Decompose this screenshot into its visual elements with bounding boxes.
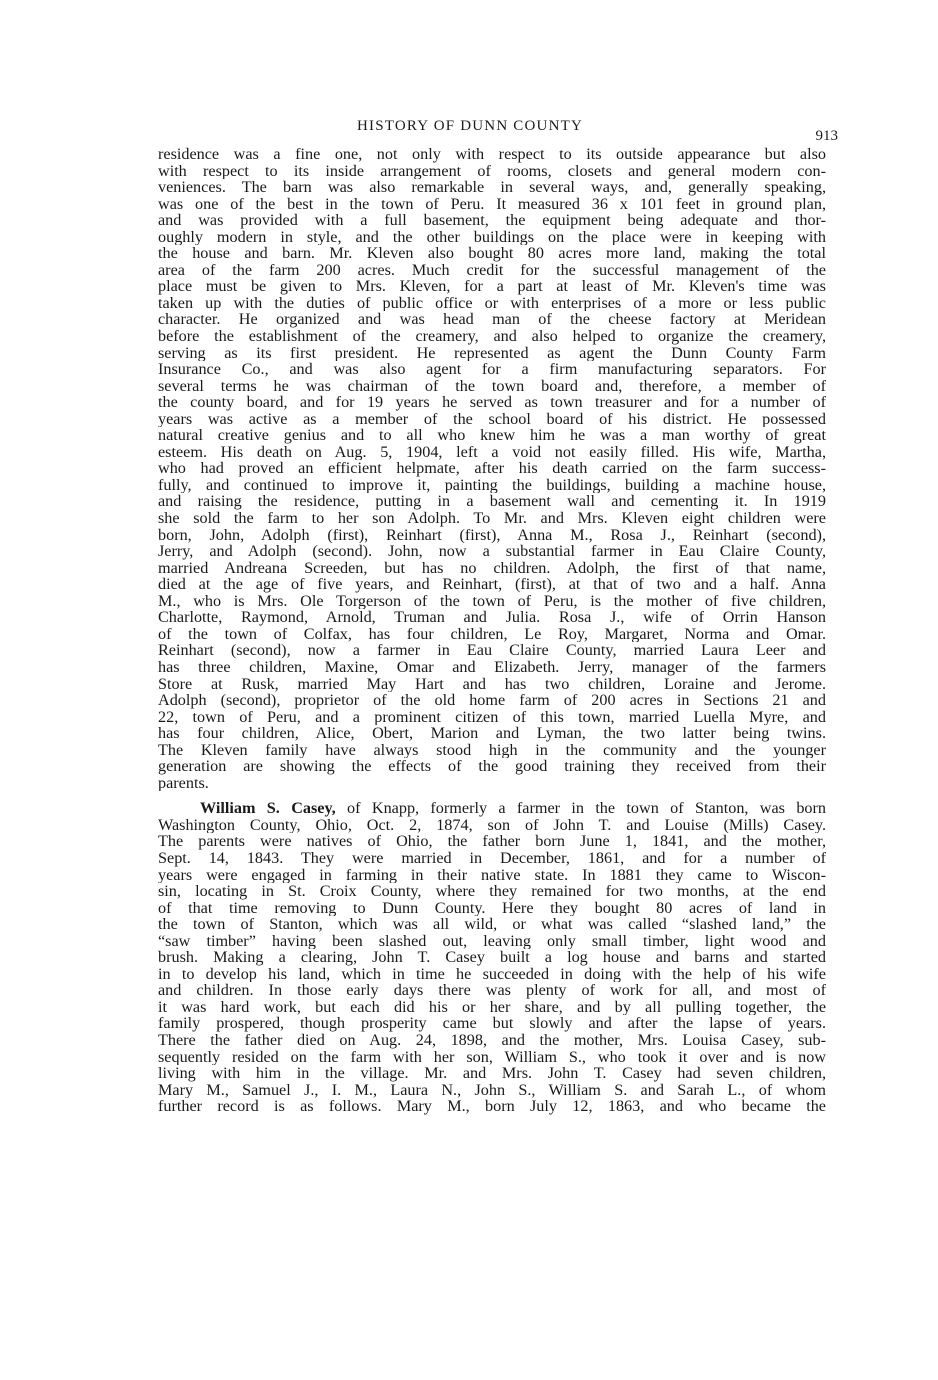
text-line: area of the farm 200 acres. Much credit for the successful management of the bbox=[158, 261, 826, 279]
text-line: Store at Rusk, married May Hart and has two children, Loraine and Jerome. bbox=[158, 675, 826, 693]
text-line: further record is as follows. Mary M., born July 12, 1863, and who became the bbox=[158, 1098, 826, 1115]
text-line: and children. In those early days there was plenty of work for all, and most of bbox=[158, 982, 826, 999]
paragraph-casey bbox=[158, 800, 826, 1114]
text-line: esteem. His death on Aug. 5, 1904, left a void not easily filled. His wife, Martha, bbox=[158, 443, 826, 461]
text-line: was one of the best in the town of Peru. It measured 36 x 101 feet in ground plan, bbox=[158, 195, 826, 213]
text-line: the county board, and for 19 years he served as town treasurer and for a number of bbox=[158, 394, 826, 411]
text-line: who had proved an efficient helpmate, after his death carried on the farm success- bbox=[158, 460, 826, 477]
text-line: natural creative genius and to all who knew him he was a man worthy of great bbox=[158, 427, 826, 444]
text-line: family prospered, though prosperity came but slowly and after the lapse of years. bbox=[158, 1015, 826, 1032]
text-line: generation are showing the effects of the good training they received from their bbox=[158, 758, 826, 775]
text-line: has three children, Maxine, Omar and Elizabeth. Jerry, manager of the farmers bbox=[158, 658, 826, 676]
text-line: Insurance Co., and was also agent for a firm manufacturing separators. For bbox=[158, 361, 826, 378]
text-line: place must be given to Mrs. Kleven, for a part at least of Mr. Kleven's time was bbox=[158, 278, 826, 295]
text-line: Reinhart (second), now a farmer in Eau Claire County, married Laura Leer and bbox=[158, 642, 826, 659]
text-line: years were engaged in farming in their native state. In 1881 they came to Wiscon- bbox=[158, 866, 826, 884]
text-line: married Andreana Screeden, but has no children. Adolph, the first of that name, bbox=[158, 559, 826, 577]
text-line: Mary M., Samuel J., I. M., Laura N., John S., William S. and Sarah L., of whom bbox=[158, 1081, 826, 1099]
text-line: born, John, Adolph (first), Reinhart (first), Anna M., Rosa J., Reinhart (second), bbox=[158, 526, 826, 544]
paragraph-gap bbox=[158, 791, 826, 800]
text-line: serving as its first president. He represented as agent the Dunn County Farm bbox=[158, 344, 826, 362]
text-line: “saw timber” having been slashed out, leaving only small timber, light wood and bbox=[158, 932, 826, 950]
text-line: Jerry, and Adolph (second). John, now a substantial farmer in Eau Claire County, bbox=[158, 543, 826, 560]
first-line-text: of Knapp, formerly a farmer in the town of Stanton, was born bbox=[335, 800, 826, 817]
text-line: of that time removing to Dunn County. Here they bought 80 acres of land in bbox=[158, 899, 826, 917]
text-line: and was provided with a full basement, the equipment being adequate and thor- bbox=[158, 212, 826, 229]
text-line: in to develop his land, which in time he succeeded in doing with the help of his wife bbox=[158, 965, 826, 983]
text-line: There the father died on Aug. 24, 1898, and the mother, Mrs. Louisa Casey, sub- bbox=[158, 1031, 826, 1049]
text-line: sequently resided on the farm with her son, William S., who took it over and is now bbox=[158, 1048, 826, 1066]
text-line: M., who is Mrs. Ole Torgerson of the town of Peru, is the mother of five children, bbox=[158, 592, 826, 610]
text-line: Washington County, Ohio, Oct. 2, 1874, son of John T. and Louise (Mills) Casey. bbox=[158, 816, 826, 834]
body-text bbox=[158, 146, 826, 1115]
text-line: before the establishment of the creamery, and also helped to organize the creamery, bbox=[158, 328, 826, 345]
running-title: HISTORY OF DUNN COUNTY bbox=[357, 118, 583, 134]
text-line: The parents were natives of Ohio, the father born June 1, 1841, and the mother, bbox=[158, 833, 826, 850]
text-line: she sold the farm to her son Adolph. To Mr. and Mrs. Kleven eight children were bbox=[158, 510, 826, 527]
text-line: residence was a fine one, not only with respect to its outside appearance but also bbox=[158, 146, 826, 163]
text-line: fully, and continued to improve it, painting the buildings, building a machine house, bbox=[158, 476, 826, 494]
text-line: has four children, Alice, Obert, Marion and Lyman, the two latter being twins. bbox=[158, 725, 826, 742]
page-number: 913 bbox=[815, 128, 838, 144]
text-line: Adolph (second), proprietor of the old home farm of 200 acres in Sections 21 and bbox=[158, 692, 826, 709]
text-line: parents. bbox=[158, 774, 209, 792]
text-line: several terms he was chairman of the town board and, therefore, a member of bbox=[158, 377, 826, 395]
text-line: character. He organized and was head man of the cheese factory at Meridean bbox=[158, 311, 826, 329]
text-line: oughly modern in style, and the other buildings on the place were in keeping with bbox=[158, 228, 826, 246]
text-line: taken up with the duties of public office or with enterprises of a more or less public bbox=[158, 294, 826, 312]
text-line: brush. Making a clearing, John T. Casey built a log house and barns and started bbox=[158, 949, 826, 966]
text-line: it was hard work, but each did his or her share, and by all pulling together, the bbox=[158, 998, 826, 1016]
text-line: Sept. 14, 1843. They were married in December, 1861, and for a number of bbox=[158, 849, 826, 867]
text-line: Charlotte, Raymond, Arnold, Truman and Julia. Rosa J., wife of Orrin Hanson bbox=[158, 609, 826, 626]
text-line: sin, locating in St. Croix County, where they remained for two months, at the end bbox=[158, 883, 826, 900]
text-line: the house and barn. Mr. Kleven also bought 80 acres more land, making the total bbox=[158, 245, 826, 262]
text-line: veniences. The barn was also remarkable in several ways, and, generally speaking, bbox=[158, 179, 826, 196]
text-line bbox=[158, 800, 826, 817]
text-line: The Kleven family have always stood high in the community and the younger bbox=[158, 741, 826, 759]
text-line: of the town of Colfax, has four children, Le Roy, Margaret, Norma and Omar. bbox=[158, 625, 826, 643]
text-line: with respect to its inside arrangement of rooms, closets and general modern con- bbox=[158, 162, 826, 180]
text-line: years was active as a member of the school board of his district. He possessed bbox=[158, 410, 826, 428]
biography-name: William S. Casey, bbox=[200, 800, 336, 817]
text-line: 22, town of Peru, and a prominent citizen of this town, married Luella Myre, and bbox=[158, 708, 826, 726]
text-line: the town of Stanton, which was all wild, or what was called “slashed land,” the bbox=[158, 916, 826, 933]
paragraph-kleven bbox=[158, 146, 826, 791]
text-line: died at the age of five years, and Reinhart, (first), at that of two and a half. Anna bbox=[158, 576, 826, 593]
text-line: living with him in the village. Mr. and Mrs. John T. Casey had seven children, bbox=[158, 1065, 826, 1082]
text-line: and raising the residence, putting in a basement wall and cementing it. In 1919 bbox=[158, 493, 826, 511]
